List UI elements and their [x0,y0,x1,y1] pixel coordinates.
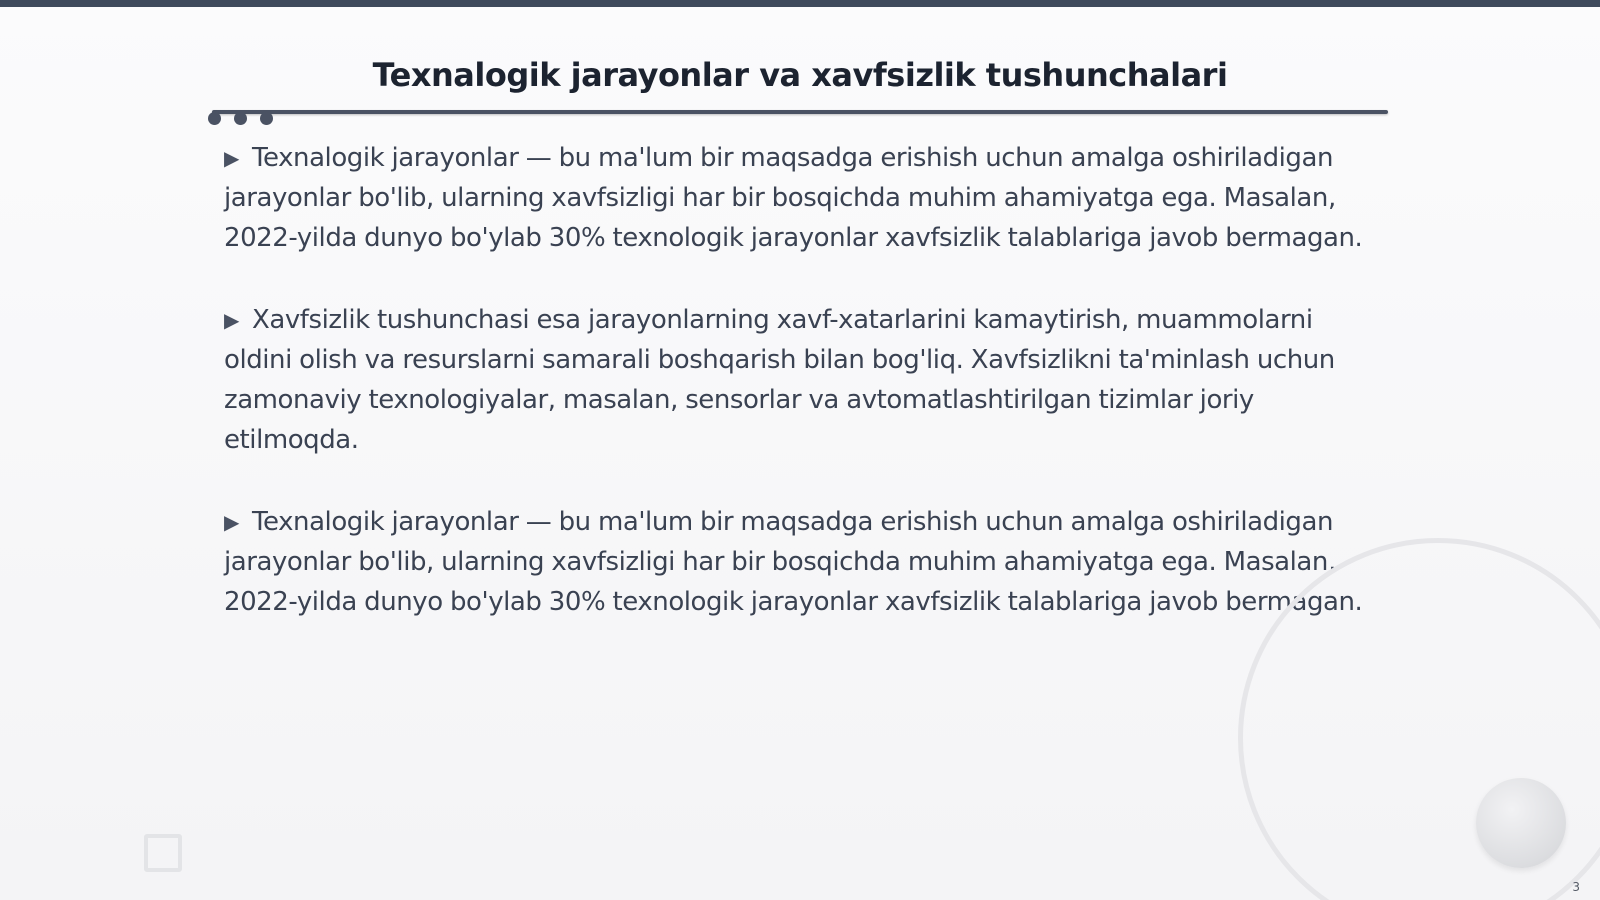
title-underline [212,110,1388,114]
bullet-arrow-icon: ▶ [224,510,239,534]
slide-title: Texnalogik jarayonlar va xavfsizlik tushunchalari [372,56,1228,94]
bullet-arrow-icon: ▶ [224,308,239,332]
paragraph-text: Texnalogik jarayonlar — bu ma'lum bir maqsadga erishish uchun amalga oshiriladigan jarayonlar bo'lib, ularning xavfsizligi har bir bosqichda muhim ahamiyatga ega. Masalan, 2022-yilda dunyo bo'ylab 30% texnologik jarayonlar xavfsizlik talablariga javob bermagan. [224,507,1363,617]
bullet-arrow-icon: ▶ [224,146,239,170]
decorative-dot [208,112,221,125]
paragraph-text: Xavfsizlik tushunchasi esa jarayonlarning xavf-xatarlarini kamaytirish, muammolarni oldini olish va resurslarni samarali boshqarish bilan bog'liq. Xavfsizlikni ta'minlash uchun zamonaviy texnologiyalar, masalan, sensorlar va avtomatlashtirilgan tizimlar joriy etilmoqda. [224,305,1335,455]
decorative-square [144,834,182,872]
slide-body [224,138,1374,664]
bullet-paragraph-3 [224,502,1374,622]
bullet-paragraph-1 [224,138,1374,258]
paragraph-text: Texnalogik jarayonlar — bu ma'lum bir maqsadga erishish uchun amalga oshiriladigan jarayonlar bo'lib, ularning xavfsizligi har bir bosqichda muhim ahamiyatga ega. Masalan, 2022-yilda dunyo bo'ylab 30% texnologik jarayonlar xavfsizlik talablariga javob bermagan. [224,143,1363,253]
page-number: 3 [1572,880,1580,894]
decorative-dot [234,112,247,125]
decorative-sphere [1476,778,1566,868]
decorative-dot [260,112,273,125]
bullet-paragraph-2 [224,300,1374,460]
top-accent-bar [0,0,1600,7]
